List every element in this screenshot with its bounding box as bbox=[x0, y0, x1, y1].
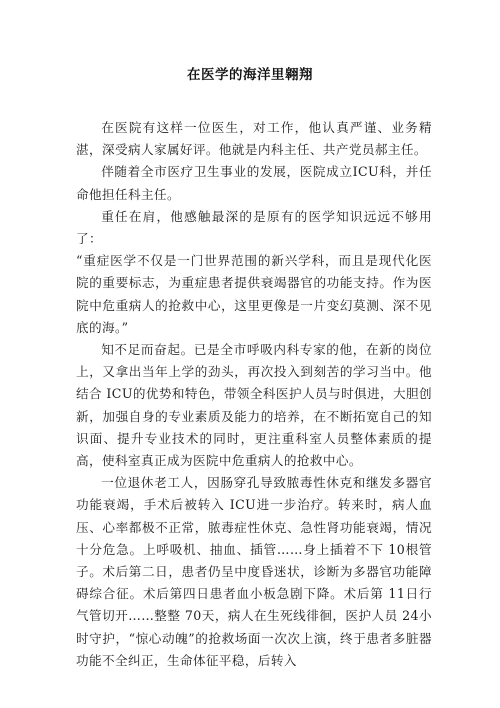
paragraph-quote: “重症医学不仅是一门世界范围的新兴学科，而且是现代化医院的重要标志，为重症患者提供衰竭器官的功能支持。作为医院中危重病人的抢救中心，这里更像是一片变幻莫测、深不见底的海。” bbox=[76, 253, 432, 335]
document-title: 在医学的海洋里翱翔 bbox=[187, 67, 313, 83]
paragraph-case: 一位退休老工人，因肠穿孔导致脓毒性休克和继发多器官功能衰竭，手术后被转入 ICU进一步治疗。转来时，病人血压、心率都极不正常，脓毒症性休克、急性肾功能衰竭，情况十分危急。上呼吸机、抽血、插管……身上插着不下 10根管子。术后第二日，患者仍呈中度昏迷状，诊断为多器官功能障碍综合征。术后第四日患者血小板急剧下降。术后第 11日行气管切开……整整 70天，病人在生死线徘徊，医护人员 24小时守护，“惊心动魄”的抢救场面一次次上演，终于患者多脏器功能不全纠正，生命体征平稳，后转入 bbox=[76, 475, 432, 668]
paragraph-icu-founding: 伴随着全市医疗卫生事业的发展，医院成立ICU科，并任命他担任科主任。 bbox=[76, 164, 432, 202]
paragraph-responsibility: 重任在肩，他感触最深的是原有的医学知识远远不够用了： bbox=[76, 208, 432, 247]
document-body bbox=[76, 117, 432, 672]
paragraph-study: 知不足而奋起。已是全市呼吸内科专家的他，在新的岗位上，又拿出当年上学的劲头，再次投入到刻苦的学习当中。他结合 ICU的优势和特色，带领全科医护人员与时俱进，大胆创新，加强自身的专业素质及能力的培养，在不断拓宽自己的知识面、提升专业技术的同时，更注重科室人员整体素质的提高，使科室真正成为医院中危重病人的抢救中心。 bbox=[76, 342, 432, 469]
paragraph-intro: 在医院有这样一位医生，对工作，他认真严谨、业务精湛，深受病人家属好评。他就是内科主任、共产党员郝主任。 bbox=[76, 120, 432, 158]
